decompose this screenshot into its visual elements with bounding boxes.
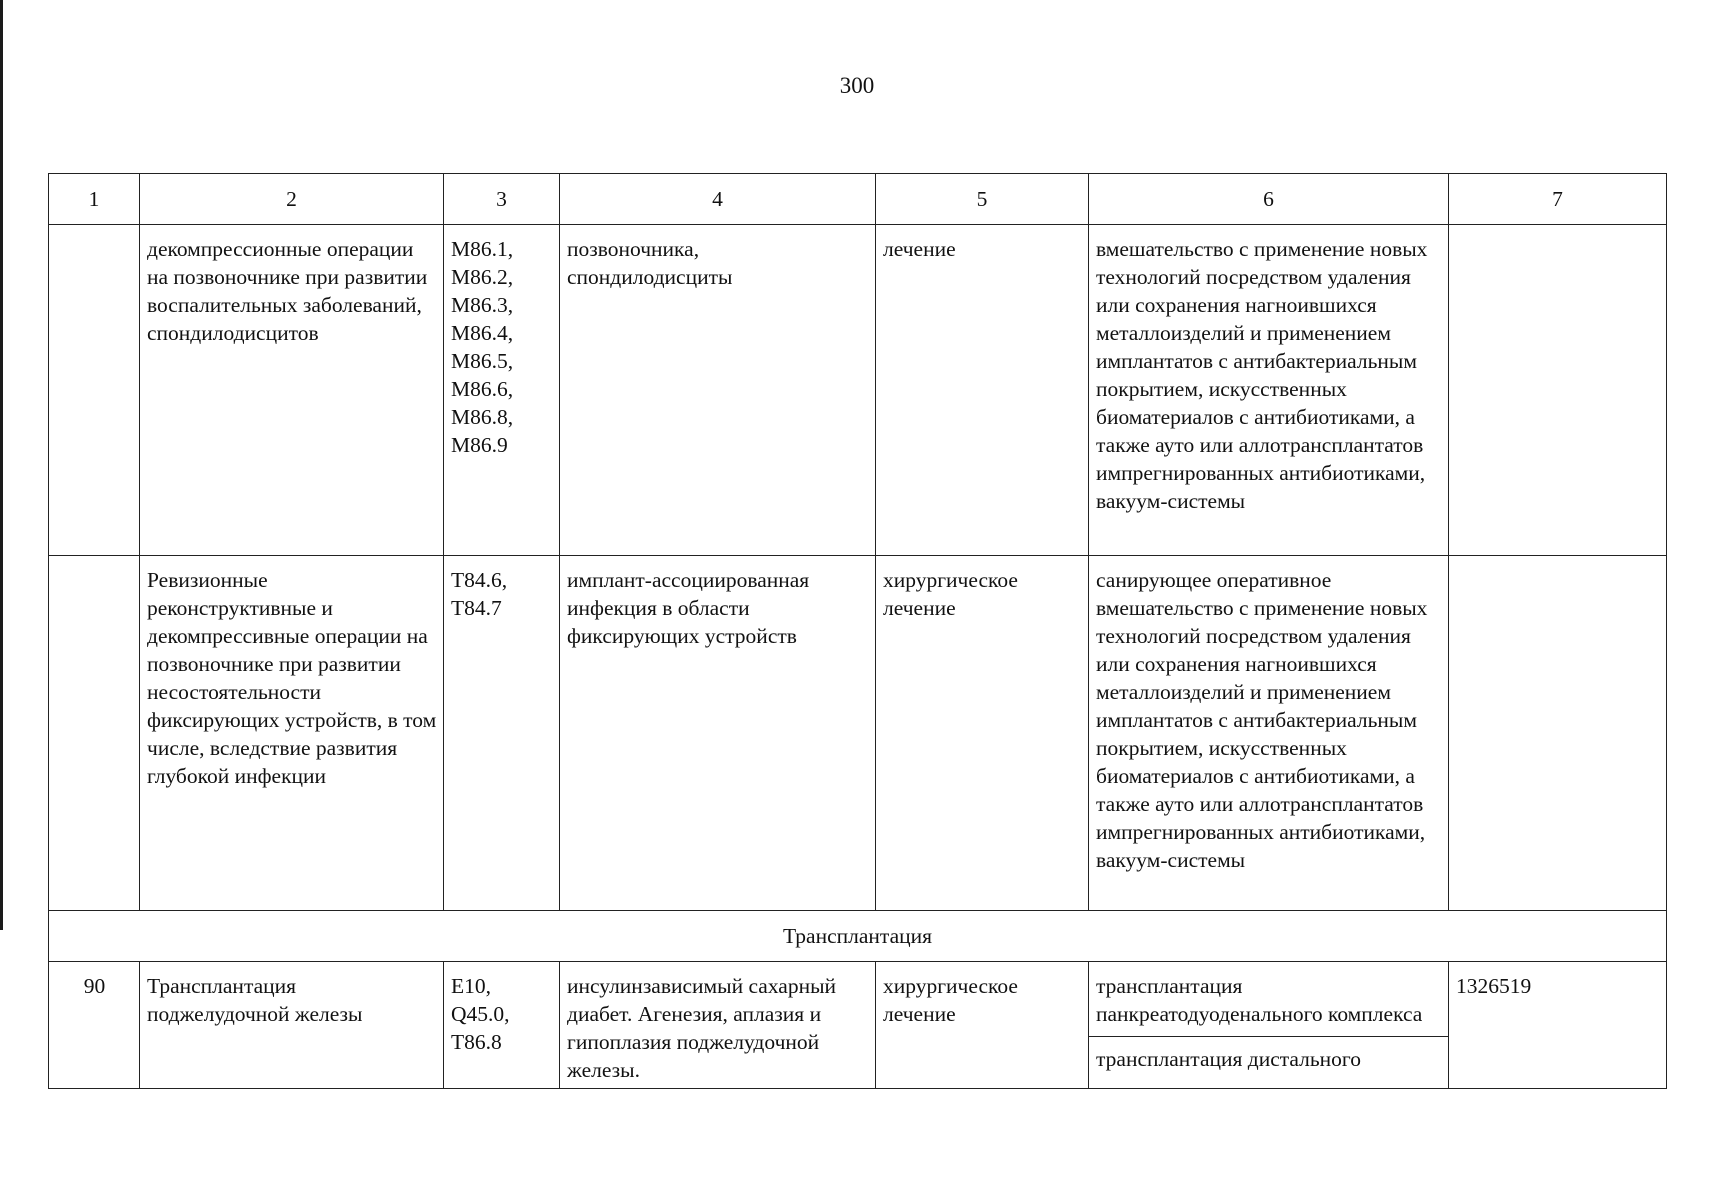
method-cell: трансплантация панкреатодуоденального комплекса — [1089, 962, 1449, 1037]
procedure-name-cell: Ревизионные реконструктивные и декомпрессивные операции на позвоночнике при развитии несостоятельности фиксирующих устройств, в том числе, вследствие развития глубокой инфекции — [140, 556, 444, 911]
treatment-type-cell: хирургическое лечение — [876, 962, 1089, 1089]
method-cell: санирующее оперативное вмешательство с применение новых технологий посредством удаления или сохранения нагноившихся металлоизделий и применением имплантатов с антибактериальным покрытием, искусственных биоматериалов с антибиотиками, а также ауто или аллотрансплантатов импрегнированных антибиотиками, вакуум-системы — [1089, 556, 1449, 911]
icd-codes-cell: T84.6, T84.7 — [444, 556, 560, 911]
procedure-name-cell: декомпрессионные операции на позвоночнике при развитии воспалительных заболеваний, спондилодисцитов — [140, 225, 444, 556]
table-row — [49, 556, 1667, 911]
method-cell: вмешательство с применение новых технологий посредством удаления или сохранения нагноившихся металлоизделий и применением имплантатов с антибактериальным покрытием, искусственных биоматериалов с антибиотиками, а также ауто или аллотрансплантатов импрегнированных антибиотиками, вакуум-системы — [1089, 225, 1449, 556]
column-header: 1 — [49, 174, 140, 225]
diagnosis-cell: имплант-ассоциированная инфекция в области фиксирующих устройств — [560, 556, 876, 911]
diagnosis-cell: позвоночника, спондилодисциты — [560, 225, 876, 556]
section-title: Трансплантация — [49, 911, 1667, 962]
column-header: 6 — [1089, 174, 1449, 225]
treatment-type-cell: лечение — [876, 225, 1089, 556]
row-number-cell: 90 — [49, 962, 140, 1089]
icd-codes-cell: E10, Q45.0, T86.8 — [444, 962, 560, 1089]
page-number: 300 — [839, 73, 875, 98]
column-header: 7 — [1449, 174, 1667, 225]
cost-cell — [1449, 556, 1667, 911]
diagnosis-cell: инсулинзависимый сахарный диабет. Агенезия, аплазия и гипоплазия поджелудочной железы. — [560, 962, 876, 1089]
table-header-row — [49, 174, 1667, 225]
cost-cell: 1326519 — [1449, 962, 1667, 1089]
icd-codes-cell: M86.1, M86.2, M86.3, M86.4, M86.5, M86.6, M86.8, M86.9 — [444, 225, 560, 556]
page-left-border — [0, 0, 3, 930]
column-header: 4 — [560, 174, 876, 225]
row-number-cell — [49, 225, 140, 556]
procedure-name-cell: Трансплантация поджелудочной железы — [140, 962, 444, 1089]
column-header: 3 — [444, 174, 560, 225]
row-number-cell — [49, 556, 140, 911]
procedures-table — [48, 173, 1667, 1089]
cost-cell — [1449, 225, 1667, 556]
column-header: 2 — [140, 174, 444, 225]
section-row — [49, 911, 1667, 962]
table-row — [49, 225, 1667, 556]
method-cell: трансплантация дистального — [1089, 1037, 1449, 1089]
table-row — [49, 962, 1667, 1037]
treatment-type-cell: хирургическое лечение — [876, 556, 1089, 911]
column-header: 5 — [876, 174, 1089, 225]
